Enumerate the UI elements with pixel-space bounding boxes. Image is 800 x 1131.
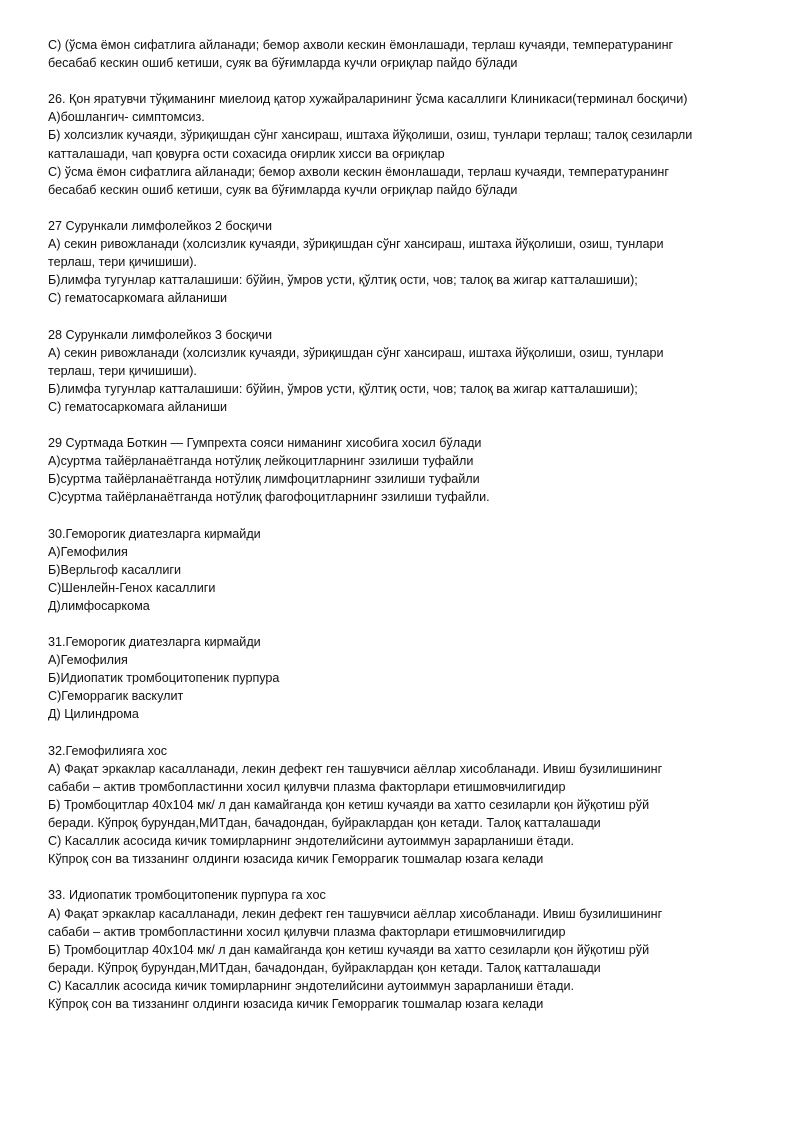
- question-title: 27 Сурункали лимфолейкоз 2 босқичи: [48, 218, 273, 233]
- answer-option: Д)лимфосаркома: [48, 598, 150, 613]
- answer-option: Б) Тромбоцитлар 40х104 мк/ л дан камайганда қон кетиш кучаяди ва хатто сезиларли қон йўқотиш рўй: [48, 942, 650, 957]
- answer-option-continued: Кўпроқ сон ва тиззанинг олдинги юзасида кичик Геморрагик тошмалар юзага келади: [48, 852, 544, 867]
- answer-option: А) Фақат эркаклар касалланади, лекин дефект ген ташувчиси аёллар хисобланади. Ивиш бузилишининг: [48, 906, 663, 921]
- question-block-33: [48, 886, 768, 1013]
- answer-option: С) гематосаркомага айланиши: [48, 291, 228, 306]
- answer-option: Д) Цилиндрома: [48, 707, 139, 722]
- answer-option: С) ўсма ёмон сифатлига айланади; бемор ахволи кескин ёмонлашади, терлаш кучаяди, температуранинг: [48, 164, 669, 179]
- text-line: С) (ўсма ёмон сифатлига айланади; бемор ахволи кескин ёмонлашади, терлаш кучаяди, температуранинг: [48, 38, 674, 52]
- answer-option-continued: беради. Кўпроқ бурундан,МИТдан, бачадондан, буйраклардан қон кетади. Талоқ катталашади: [48, 816, 601, 831]
- answer-option: А)Гемофилия: [48, 544, 128, 559]
- answer-option: Б) холсизлик кучаяди, зўриқишдан сўнг хансираш, иштаха йўқолиши, озиш, тунлари терлаш; талоқ сезиларли: [48, 128, 693, 143]
- question-title: 30.Геморогик диатезларга кирмайди: [48, 526, 261, 541]
- question-block-31: [48, 633, 768, 723]
- answer-option: Б)Верльгоф касаллиги: [48, 562, 181, 577]
- question-title: 28 Сурункали лимфолейкоз 3 босқичи: [48, 327, 273, 342]
- answer-option-continued: беради. Кўпроқ бурундан,МИТдан, бачадондан, буйраклардан қон кетади. Талоқ катталашади: [48, 960, 601, 975]
- answer-option: Б)лимфа тугунлар катталашиши: бўйин, ўмров усти, қўлтиқ ости, чов; талоқ ва жигар катталашиши);: [48, 273, 638, 288]
- answer-option: Б)Идиопатик тромбоцитопеник пурпура: [48, 671, 280, 686]
- question-block-26: [48, 90, 768, 199]
- answer-option: А) секин ривожланади (холсизлик кучаяди, зўриқишдан сўнг хансираш, иштаха йўқолиши, озиш, тунлари: [48, 237, 664, 252]
- answer-option-continued: катталашади, чап қовурға ости сохасида оғирлик хисси ва оғриқлар: [48, 146, 445, 161]
- question-block-32: [48, 742, 768, 869]
- question-block-25-answer: [48, 36, 768, 72]
- answer-option: Б) Тромбоцитлар 40х104 мк/ л дан камайганда қон кетиш кучаяди ва хатто сезиларли қон йўқотиш рўй: [48, 797, 650, 812]
- answer-option: Б)лимфа тугунлар катталашиши: бўйин, ўмров усти, қўлтиқ ости, чов; талоқ ва жигар катталашиши);: [48, 381, 638, 396]
- answer-option: С) Касаллик асосида кичик томирларнинг эндотелийсини аутоиммун зарарланиши ётади.: [48, 978, 575, 993]
- answer-option: А) Фақат эркаклар касалланади, лекин дефект ген ташувчиси аёллар хисобланади. Ивиш бузилишининг: [48, 761, 663, 776]
- answer-option: А)Гемофилия: [48, 653, 128, 668]
- answer-option: А) секин ривожланади (холсизлик кучаяди, зўриқишдан сўнг хансираш, иштаха йўқолиши, озиш, тунлари: [48, 345, 664, 360]
- question-block-30: [48, 525, 768, 615]
- answer-option-continued: Кўпроқ сон ва тиззанинг олдинги юзасида кичик Геморрагик тошмалар юзага келади: [48, 996, 544, 1011]
- answer-option: Б)суртма тайёрланаётганда нотўлиқ лимфоцитларнинг эзилиши туфайли: [48, 472, 480, 487]
- question-block-29: [48, 434, 768, 506]
- answer-option: А)суртма тайёрланаётганда нотўлиқ лейкоцитларнинг эзилиши туфайли: [48, 454, 474, 469]
- question-title: 32.Гемофилияга хос: [48, 743, 168, 758]
- answer-option: С) Касаллик асосида кичик томирларнинг эндотелийсини аутоиммун зарарланиши ётади.: [48, 834, 575, 849]
- question-title: 31.Геморогик диатезларга кирмайди: [48, 635, 261, 650]
- answer-option: А)бошлангич- симптомсиз.: [48, 110, 205, 125]
- answer-option: С)Геморрагик васкулит: [48, 689, 184, 704]
- answer-option: С)суртма тайёрланаётганда нотўлиқ фагофоцитларнинг эзилиши туфайли.: [48, 490, 490, 505]
- answer-option: С) гематосаркомага айланиши: [48, 399, 228, 414]
- question-block-28: [48, 326, 768, 416]
- question-title: 29 Суртмада Боткин — Гумпрехта сояси ниманинг хисобига хосил бўлади: [48, 436, 482, 451]
- answer-option-continued: терлаш, тери қичишиши).: [48, 255, 197, 270]
- answer-option-continued: сабаби – актив тромбопластинни хосил қилувчи плазма факторлари етишмовчилигидир: [48, 924, 566, 939]
- answer-option-continued: сабаби – актив тромбопластинни хосил қилувчи плазма факторлари етишмовчилигидир: [48, 779, 566, 794]
- question-title: 26. Қон яратувчи тўқиманинг миелоид қатор хужайраларининг ўсма касаллиги Клиникаси(терминал босқичи): [48, 92, 688, 107]
- document-page: [48, 36, 768, 1031]
- answer-option-continued: бесабаб кескин ошиб кетиши, суяк ва бўғимларда кучли оғриқлар пайдо бўлади: [48, 182, 518, 197]
- question-title: 33. Идиопатик тромбоцитопеник пурпура га хос: [48, 888, 326, 903]
- text-line: бесабаб кескин ошиб кетиши, суяк ва бўғимларда кучли оғриқлар пайдо бўлади: [48, 56, 518, 71]
- answer-option: С)Шенлейн-Генох касаллиги: [48, 580, 216, 595]
- question-block-27: [48, 217, 768, 307]
- answer-option-continued: терлаш, тери қичишиши).: [48, 363, 197, 378]
